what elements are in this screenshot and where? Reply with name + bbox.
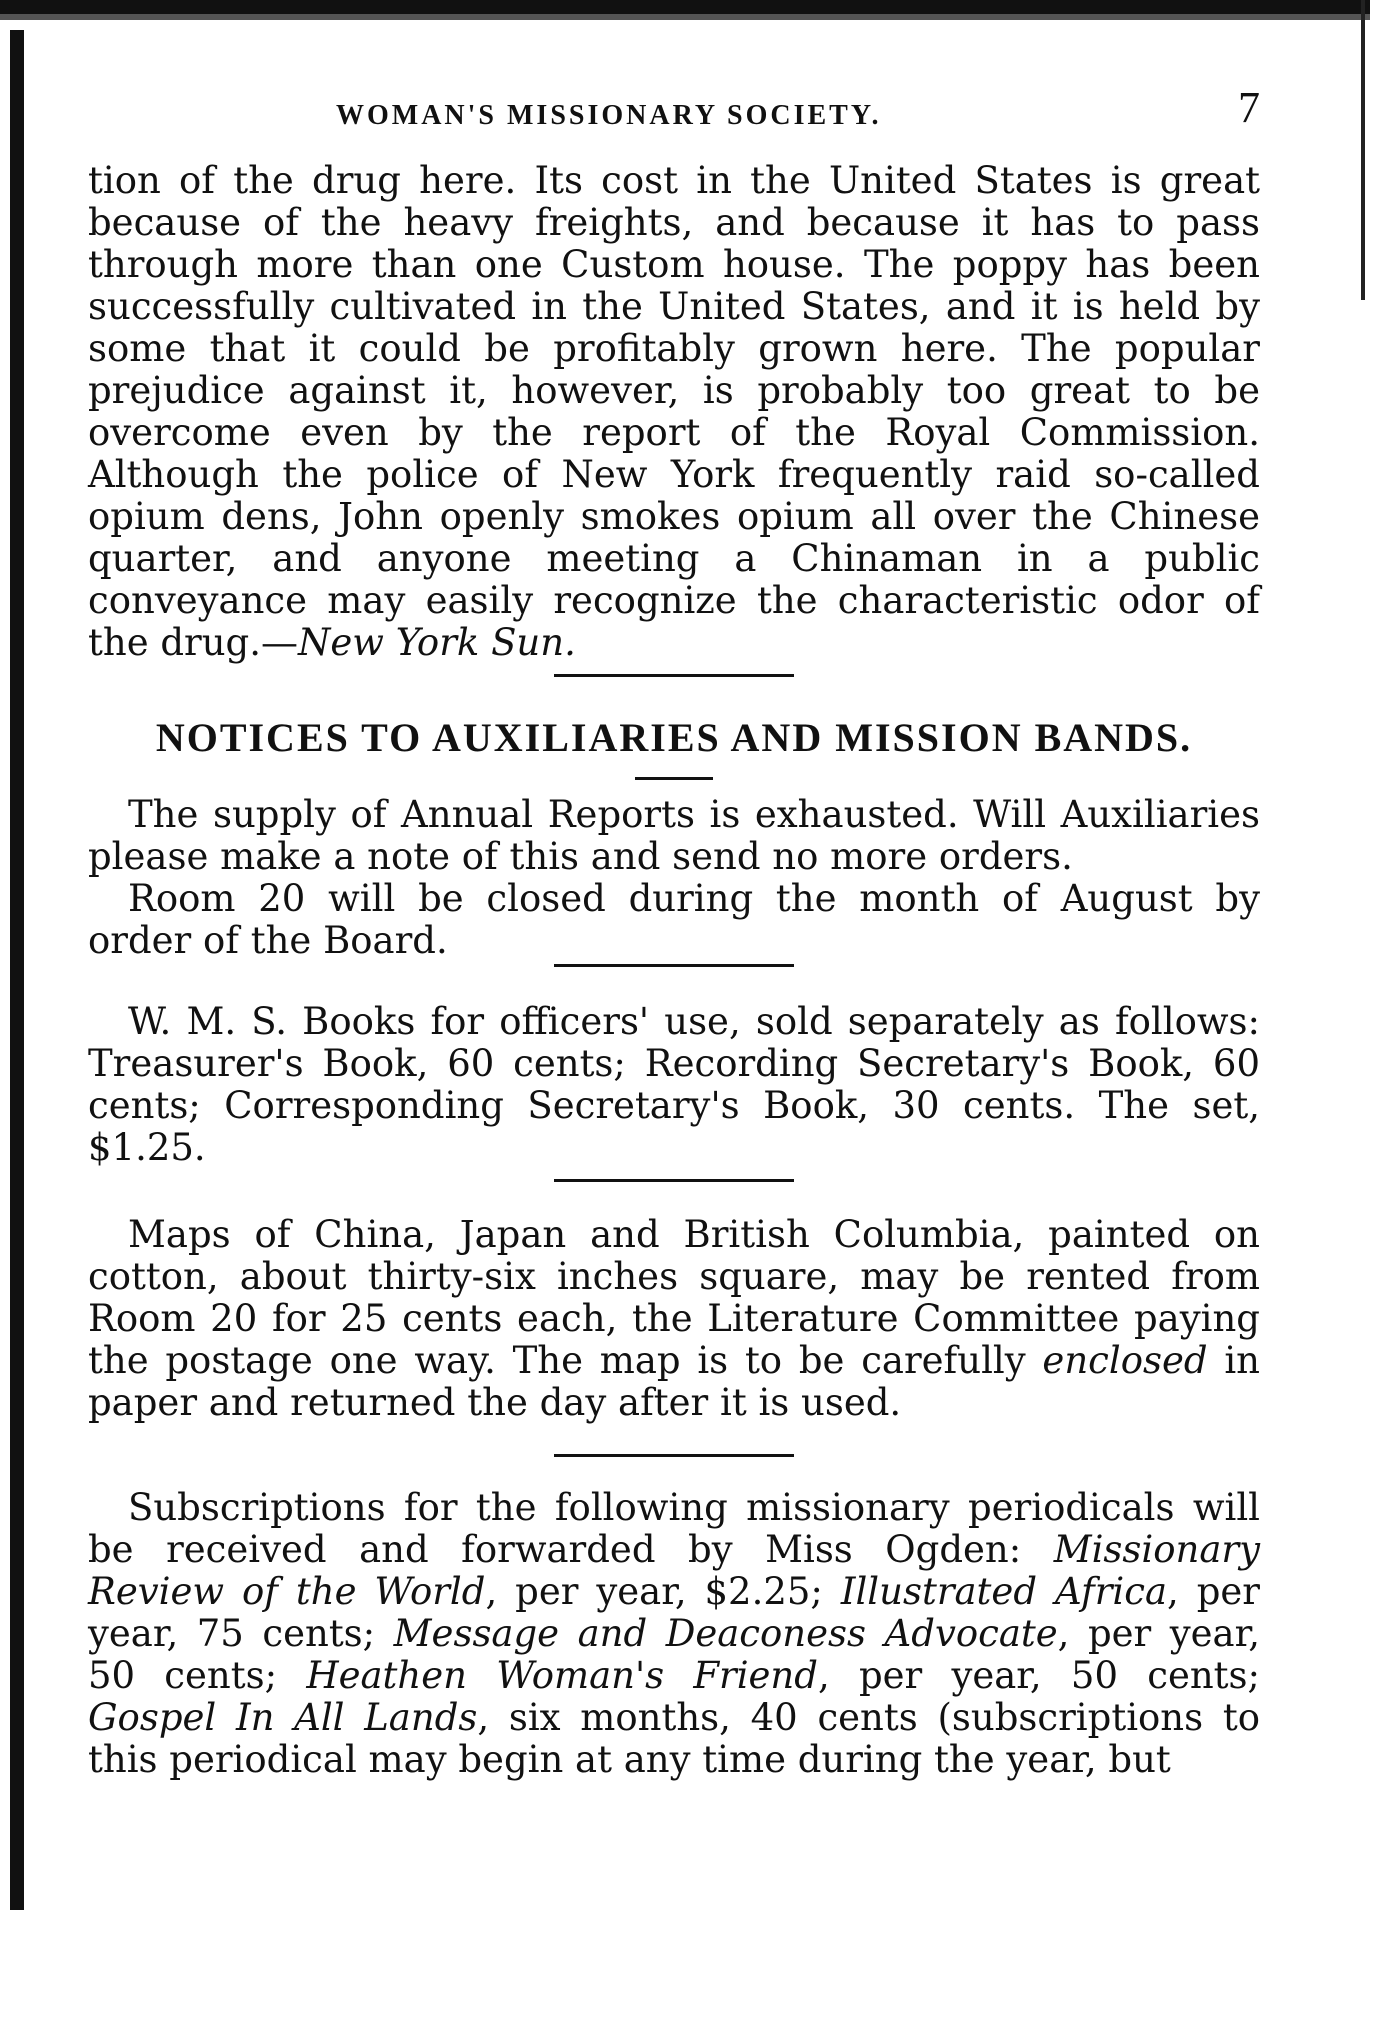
divider-rule (554, 964, 794, 967)
scan-right-edge (1361, 0, 1365, 300)
running-title: WOMAN'S MISSIONARY SOCIETY. (336, 100, 882, 131)
notice-maps (88, 1214, 1260, 1424)
subscriptions-text: , per year, 50 cents; (817, 1654, 1260, 1697)
notice-subscriptions (88, 1487, 1260, 1781)
section-heading: NOTICES TO AUXILIARIES AND MISSION BANDS. (155, 715, 1193, 760)
divider-rule (554, 674, 794, 677)
periodical-title: Missionary Review of the World (88, 1528, 1260, 1613)
subscriptions-text: , per year, 50 cents; (88, 1612, 1260, 1697)
intro-paragraph (88, 160, 1260, 664)
notice-annual-reports: The supply of Annual Reports is exhausted. Will Auxiliaries please make a note of this and send no more orders. (88, 793, 1260, 878)
page-number: 7 (1238, 83, 1260, 132)
notice-room-closed: Room 20 will be closed during the month of August by order of the Board. (88, 877, 1260, 962)
periodical-title: Illustrated Africa (840, 1570, 1168, 1613)
divider-rule (635, 777, 713, 780)
page-content (88, 80, 1260, 1781)
periodical-title: Message and Deaconess Advocate (393, 1612, 1058, 1655)
maps-emphasis: enclosed (1042, 1339, 1208, 1382)
maps-text: Maps of China, Japan and British Columbia, painted on cotton, about thirty-six inches square, may be rented from Room 20 for 25 cents each, the Literature Committee paying the postage one way. The map is to be carefully (88, 1213, 1260, 1382)
divider-rule (554, 1454, 794, 1457)
notice-books: W. M. S. Books for officers' use, sold separately as follows: Treasurer's Book, 60 cents; Recording Secretary's Book, 60 cents; Corresponding Secretary's Book, 30 cents. The set, $1.25. (88, 1000, 1260, 1169)
subscriptions-text: , six months, 40 cents (subscriptions to this periodical may begin at any time during the year, but (88, 1696, 1260, 1781)
intro-source: New York Sun. (298, 621, 576, 664)
scan-top-border-shadow (0, 14, 1370, 20)
scan-top-border (0, 0, 1370, 14)
divider-rule (554, 1179, 794, 1182)
subscriptions-text: Subscriptions for the following missionary periodicals will be received and forwarded by Miss Ogden: (88, 1486, 1260, 1571)
intro-text: tion of the drug here. Its cost in the United States is great because of the heavy freights, and because it has to pass through more than one Custom house. The poppy has been successfully cultivated in the United States, and it is held by some that it could be profitably grown here. The popular prejudice against it, however, is probably too great to be overcome even by the report of the Royal Commission. Although the police of New York frequently raid so-called opium dens, John openly smokes opium all over the Chinese quarter, and anyone meeting a Chinaman in a public conveyance may easily recognize the characteristic odor of the drug.— (88, 159, 1260, 664)
running-header (88, 80, 1260, 140)
scan-binding-edge (10, 30, 24, 1910)
periodical-title: Heathen Woman's Friend (306, 1654, 818, 1697)
maps-text: in paper and returned the day after it is used. (88, 1339, 1260, 1424)
subscriptions-text: , per year, 75 cents; (88, 1570, 1260, 1655)
periodical-title: Gospel In All Lands (88, 1696, 478, 1739)
subscriptions-text: , per year, $2.25; (485, 1570, 841, 1613)
